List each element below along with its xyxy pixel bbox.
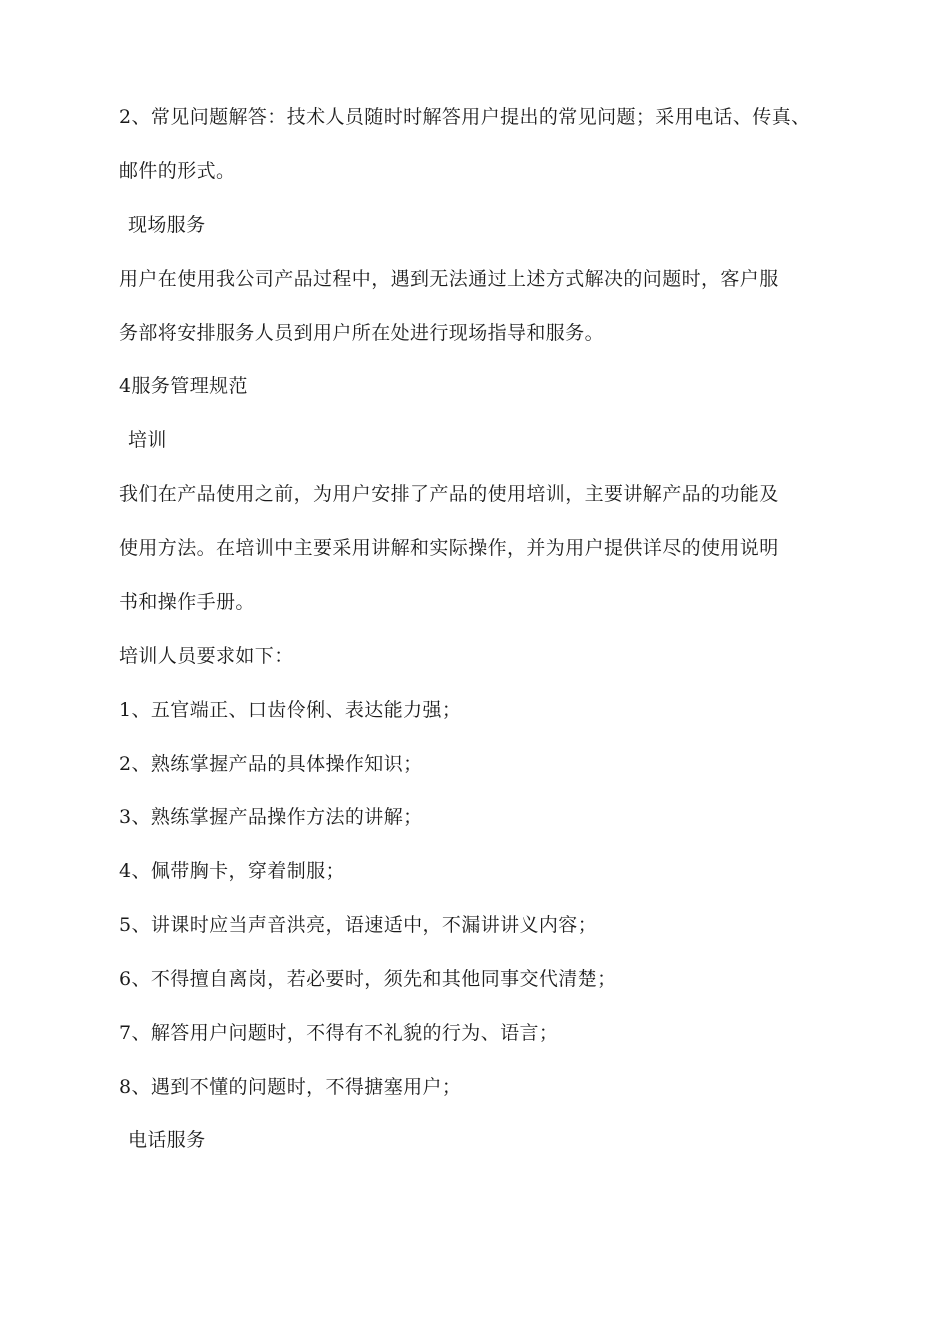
paragraph-line: 使用方法。在培训中主要采用讲解和实际操作，并为用户提供详尽的使用说明 (119, 537, 779, 559)
list-item: 6、不得擅自离岗，若必要时，须先和其他同事交代清楚； (119, 968, 617, 990)
list-item: 1、五官端正、口齿伶俐、表达能力强； (119, 699, 462, 721)
paragraph-line: 务部将安排服务人员到用户所在处进行现场指导和服务。 (119, 322, 605, 344)
paragraph-line: 培训人员要求如下： (119, 645, 294, 667)
list-item: 4、佩带胸卡，穿着制服； (119, 860, 345, 882)
list-item: 2、熟练掌握产品的具体操作知识； (119, 753, 423, 775)
paragraph-line: 书和操作手册。 (119, 591, 255, 613)
paragraph-line: 用户在使用我公司产品过程中，遇到无法通过上述方式解决的问题时，客户服 (119, 268, 779, 290)
section-heading: 现场服务 (128, 214, 206, 236)
list-item: 8、遇到不懂的问题时，不得搪塞用户； (119, 1076, 462, 1098)
list-item: 7、解答用户问题时，不得有不礼貌的行为、语言； (119, 1022, 559, 1044)
paragraph-line: 邮件的形式。 (119, 160, 236, 182)
section-heading: 培训 (128, 429, 167, 451)
section-heading: 4服务管理规范 (119, 375, 248, 397)
section-heading: 电话服务 (128, 1129, 206, 1151)
list-item: 5、讲课时应当声音洪亮，语速适中，不漏讲讲义内容； (119, 914, 598, 936)
paragraph-line: 我们在产品使用之前，为用户安排了产品的使用培训，主要讲解产品的功能及 (119, 483, 779, 505)
list-item: 3、熟练掌握产品操作方法的讲解； (119, 806, 423, 828)
paragraph-line: 2、常见问题解答：技术人员随时时解答用户提出的常见问题；采用电话、传真、 (119, 106, 811, 128)
